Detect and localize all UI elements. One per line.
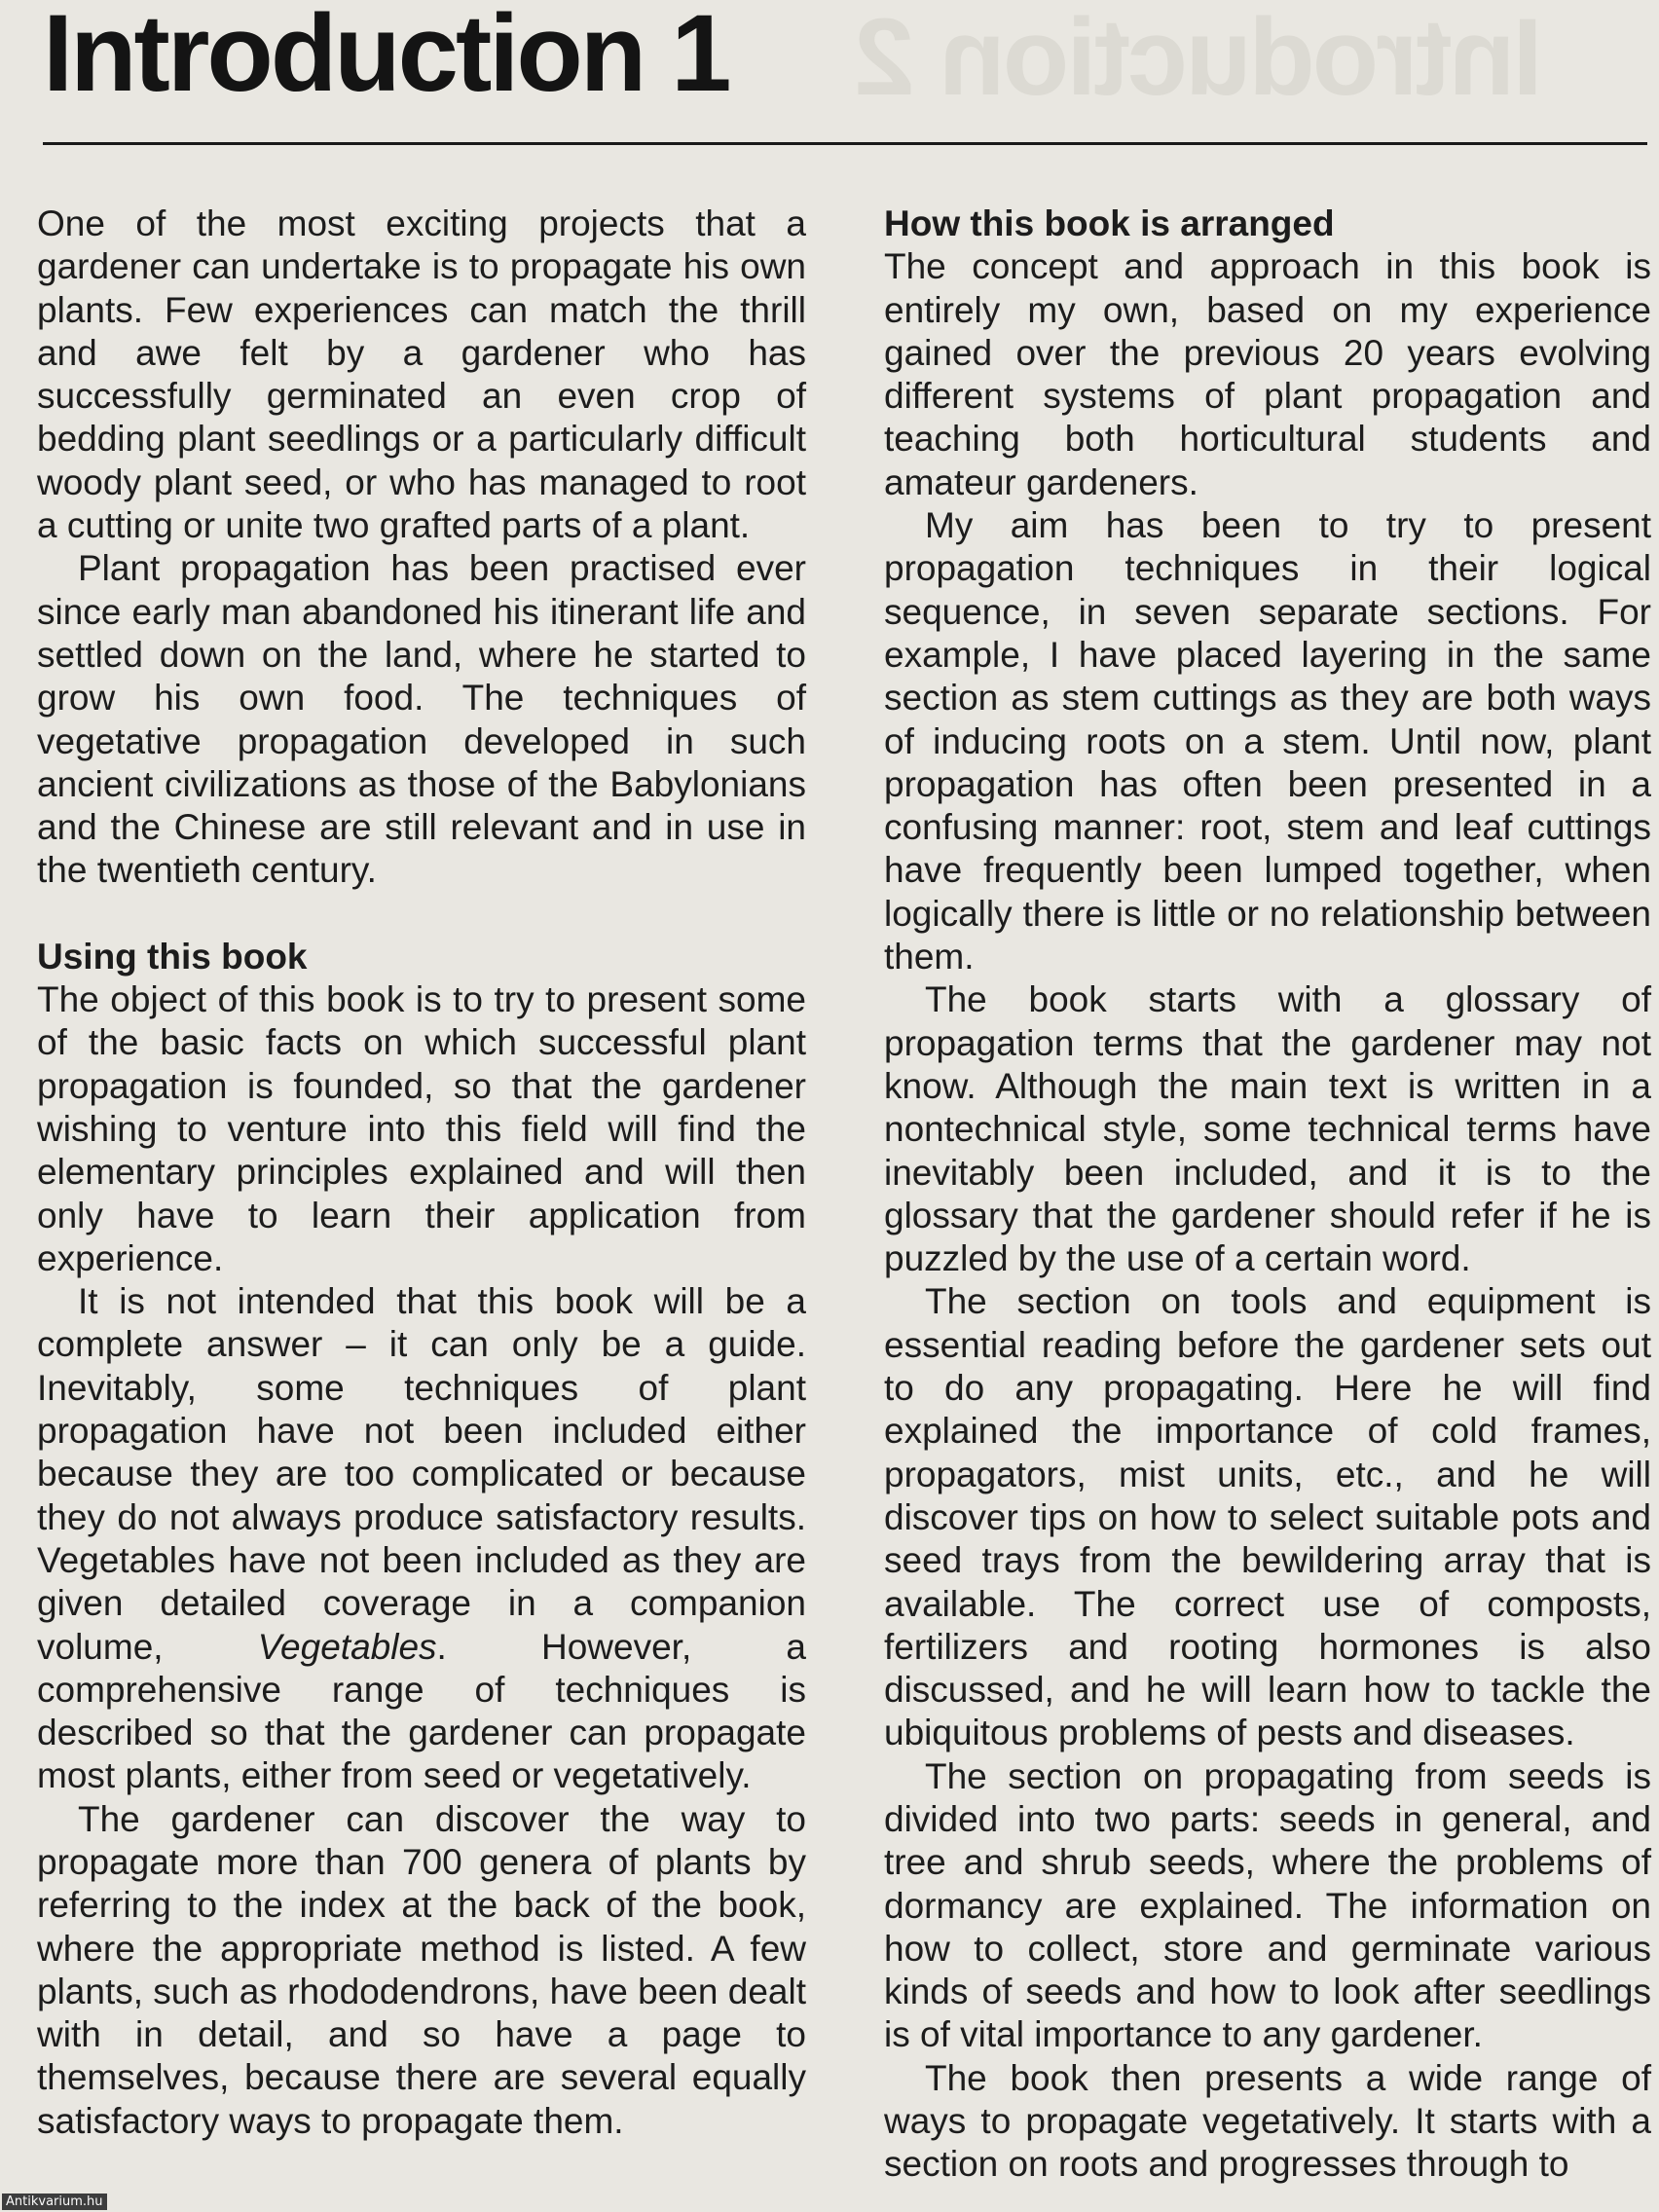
paragraph: The object of this book is to try to present some of the basic facts on which successful plant propagation is founded, so that the gardener wishing to venture into this field will find the elementary principles explained and will then only have to learn their application from experience. — [37, 979, 806, 1278]
watermark: Antikvarium.hu — [2, 2194, 107, 2210]
paragraph: The book starts with a glossary of propagation terms that the gardener may not know. Although the main text is written in a nontechnical style, some technical terms have inevitably been included, and it is to the glossary that the gardener should refer if he is puzzled by the use of a certain word. — [884, 979, 1651, 1279]
paragraph: The concept and approach in this book is entirely my own, based on my experience gained over the previous 20 years evolving different systems of plant propagation and teaching both horticultural students and amateur gardeners. — [884, 246, 1651, 502]
paragraph-text: It is not intended that this book will be a complete answer – it can only be a guide. Inevitably, some techniques of plant propagation have not been included either because they are too complicated or because they do not always produce satisfactory results. Vegetables have not been included as they are given detailed coverage in a companion volume, — [37, 1281, 806, 1667]
page-title: Introduction 1 — [43, 0, 729, 114]
book-title-vegetables: Vegetables — [257, 1626, 437, 1667]
paragraph-text: . However, a comprehensive range of techniques is described so that the gardener can propagate most plants, either from seed or vegetatively. — [37, 1626, 806, 1796]
paragraph: The gardener can discover the way to propagate more than 700 genera of plants by referring to the index at the back of the book, where the appropriate method is listed. A few plants, such as rhododendrons, have been dealt with in detail, and so have a page to themselves, because there are several equally satisfactory ways to propagate them. — [37, 1798, 806, 2141]
paragraph: My aim has been to try to present propagation techniques in their logical sequence, in seven separate sections. For example, I have placed layering in the same section as stem cuttings as they are both ways of inducing roots on a stem. Until now, plant propagation has often been presented in a confusing manner: root, stem and leaf cuttings have frequently been lumped together, when logically there is little or no relationship between them. — [884, 505, 1651, 977]
paragraph: The section on propagating from seeds is divided into two parts: seeds in general, and tree and shrub seeds, where the problems of dormancy are explained. The information on how to collect, store and germinate various kinds of seeds and how to look after seedlings is of vital importance to any gardener. — [884, 1755, 1651, 2055]
paragraph: The book then presents a wide range of ways to propagate vegetatively. It starts with a section on roots and progresses through to — [884, 2057, 1651, 2185]
paragraph — [37, 1280, 806, 1798]
facing-page-title-show-through: Introduction 2 — [857, 0, 1543, 118]
section-heading: Using this book — [37, 936, 308, 977]
paragraph: Plant propagation has been practised ever since early man abandoned his itinerant life and settled down on the land, where he started to grow his own food. The techniques of vegetative propagation developed in such ancient civilizations as those of the Babylonians and the Chinese are still relevant and in use in the twentieth century. — [37, 548, 806, 891]
right-column — [884, 203, 1651, 2187]
paragraph: The section on tools and equipment is essential reading before the gardener sets out to do any propagating. Here he will find explained the importance of cold frames, propagators, mist units, etc., and he will discover tips on how to select suitable pots and seed trays from the bewildering array that is available. The correct use of composts, fertilizers and rooting hormones is also discussed, and he will learn how to tackle the ubiquitous problems of pests and diseases. — [884, 1281, 1651, 1753]
paragraph: One of the most exciting projects that a gardener can undertake is to propagate his own plants. Few experiences can match the thrill and awe felt by a gardener who has successfully germinated an even crop of bedding plant seedlings or a particularly difficult woody plant seed, or who has managed to root a cutting or unite two grafted parts of a plant. — [37, 203, 806, 546]
section-heading: How this book is arranged — [884, 203, 1335, 243]
title-rule — [43, 142, 1647, 145]
left-column — [37, 203, 806, 2143]
